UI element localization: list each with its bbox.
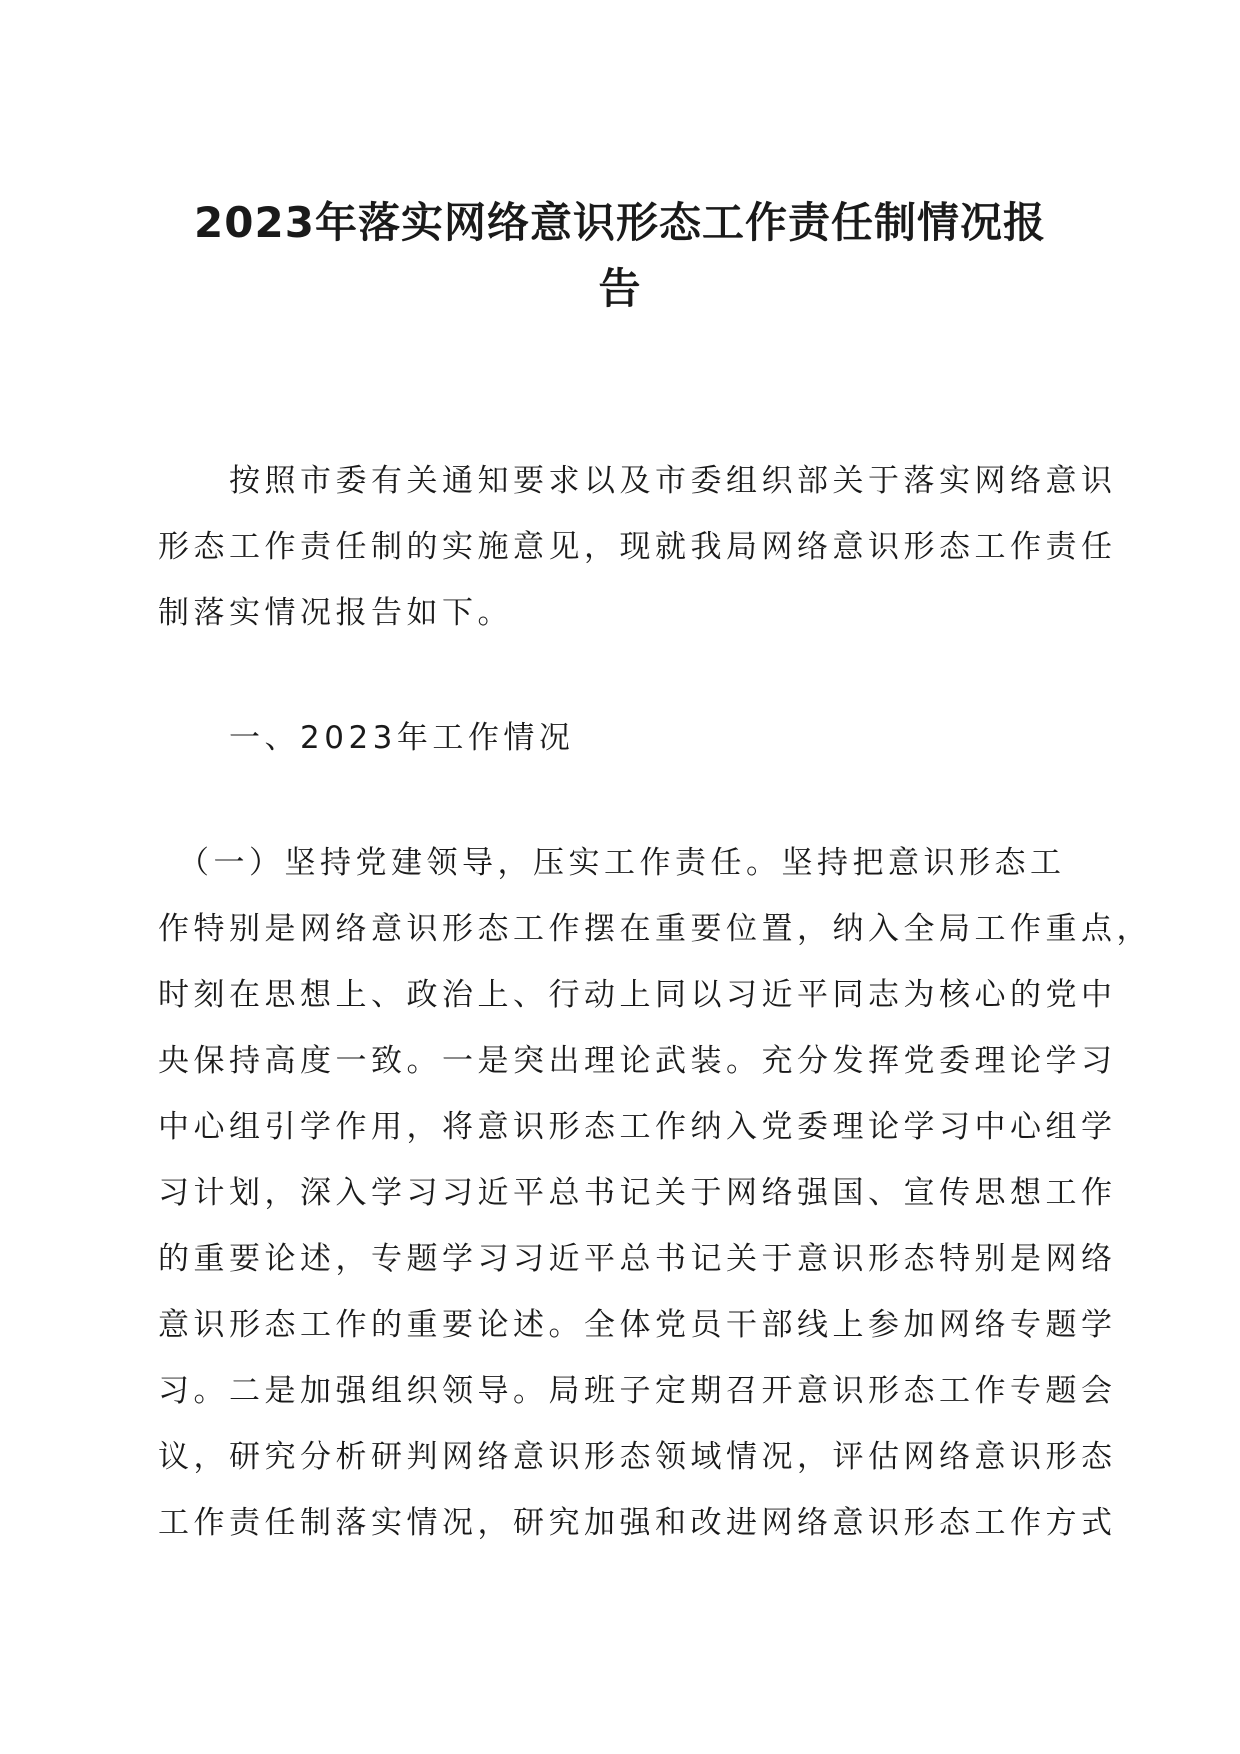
text-line: 制落实情况报告如下。 — [158, 595, 513, 631]
text-line: 时刻在思想上、政治上、行动上同以习近平同志为核心的党中 — [158, 977, 1117, 1013]
text-line: 中心组引学作用，将意识形态工作纳入党委理论学习中心组学 — [158, 1109, 1117, 1145]
text-line: 习。二是加强组织领导。局班子定期召开意识形态工作专题会 — [158, 1373, 1117, 1409]
intro-paragraph — [158, 448, 1117, 646]
text-line: 作特别是网络意识形态工作摆在重要位置，纳入全局工作重点， — [158, 911, 1152, 947]
text-line: 按照市委有关通知要求以及市委组织部关于落实网络意识 — [158, 463, 1117, 499]
text-line: 意识形态工作的重要论述。全体党员干部线上参加网络专题学 — [158, 1307, 1117, 1343]
text-line: 的重要论述，专题学习习近平总书记关于意识形态特别是网络 — [158, 1241, 1117, 1277]
title-line: 告 — [598, 264, 642, 313]
section-1-paragraph — [158, 830, 1152, 1556]
section-heading-text: 一、2023年工作情况 — [158, 720, 575, 756]
text-line: 工作责任制落实情况，研究加强和改进网络意识形态工作方式 — [158, 1505, 1117, 1541]
text-line: 议，研究分析研判网络意识形态领域情况，评估网络意识形态 — [158, 1439, 1117, 1475]
section-heading — [158, 705, 1084, 771]
text-line: 央保持高度一致。一是突出理论武装。充分发挥党委理论学习 — [158, 1043, 1117, 1079]
text-line: 形态工作责任制的实施意见，现就我局网络意识形态工作责任 — [158, 529, 1117, 565]
text-line: 习计划，深入学习习近平总书记关于网络强国、宣传思想工作 — [158, 1175, 1117, 1211]
title-line: 2023年落实网络意识形态工作责任制情况报 — [194, 198, 1046, 247]
document-title — [150, 190, 1090, 322]
text-line: （一）坚持党建领导，压实工作责任。坚持把意识形态工 — [158, 845, 1066, 881]
